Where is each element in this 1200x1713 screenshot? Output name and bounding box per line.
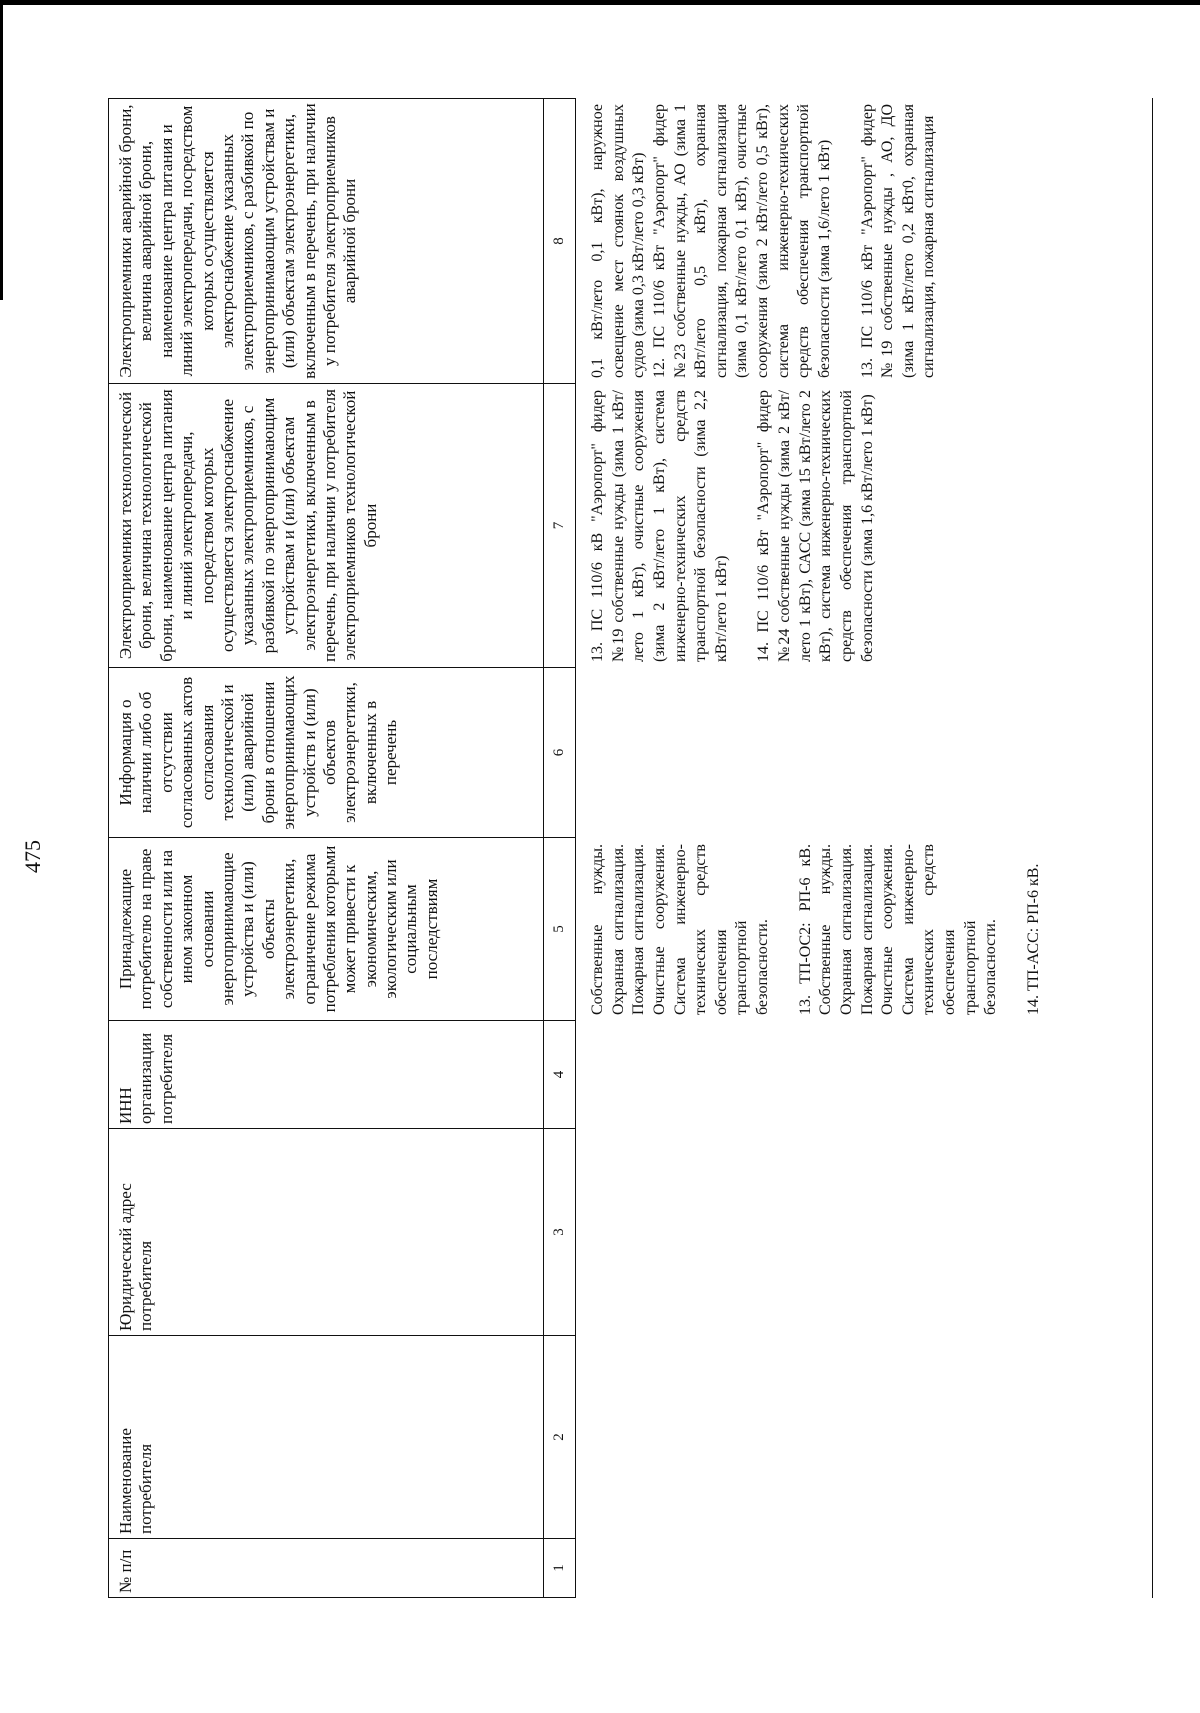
col5-text-2: 13. ТП-ОС2: РП-6 кВ. Собственные нужды. Охранная сигнализация. Пожарная сигнализация. Очистные сооружения. Система инженерно-технических средств обеспечения транспортной безопасности.: [796, 844, 1000, 1015]
header-cell-1: № п/п: [108, 1539, 544, 1598]
column-number-8: 8: [544, 98, 576, 384]
body-cell-8: [586, 98, 1047, 384]
column-number-6: 6: [544, 668, 576, 838]
empty-body-columns: [586, 1021, 1047, 1598]
header-cell-4: ИНН организации потребителя: [108, 1021, 544, 1129]
document-table: [108, 98, 1153, 1598]
table-body: [586, 98, 1047, 1598]
col8-text-3: 13. ПС 110/6 кВт "Аэропорт" фидер №19 собственные нужды , АО, ДО (зима 1 кВт/лето 0,2 кВт0, охранная сигнализация, пожарная сигнализация: [858, 104, 938, 378]
column-number-7: 7: [544, 384, 576, 668]
table-bottom-line: [1152, 98, 1153, 1598]
col5-text-1: Собственные нужды. Охранная сигнализация. Пожарная сигнализация. Очистные сооружения. Система инженерно-технических средств обеспечения транспортной безопасности.: [589, 844, 771, 1015]
header-cell-5: Принадлежащие потребителю на праве собственности или на ином законном основании энергопринимающие устройства и (или) объекты электроэнергетики, ограничение режима потребления которыми может привести к экономическим, экологическим или социальным последствиям: [108, 838, 544, 1021]
header-cell-8: Электроприемники аварийной брони, величина аварийной брони, наименование центра питания и линий электропередачи, посредством которых осуществляется электроснабжение указанных электроприемников, с разбивкой по энергопринимающим устройствам и (или) объектам электроэнергетики, включенным в перечень, при наличии у потребителя электроприемников аварийной брони: [108, 98, 544, 384]
column-number-3: 3: [544, 1129, 576, 1336]
col8-text-1: 0,1 кВт/лето 0,1 кВт), наружное освещение мест стоянок воздушных судов (зима 0,3 кВт/лето 0,3 кВт): [589, 104, 648, 378]
table-header-row: [108, 98, 544, 1598]
column-number-row: [544, 98, 576, 1598]
body-cell-5: [586, 838, 1047, 1021]
col7-text-1: 13. ПС 110/6 кВ "Аэропорт" фидер №19 собственные нужды (зима 1 кВт/лето 1 кВт), очистные сооружения (зима 2 кВт/лето 1 кВт), система инженерно-технических средств транспортной безопасности (зима 2,2 кВт/лето 1 кВт): [589, 390, 730, 662]
column-number-1: 1: [544, 1539, 576, 1598]
header-cell-7: Электроприемники технологической брони, величина технологической брони, наименование центра питания и линий электропередачи, посредством которых осуществляется электроснабжение указанных электроприемников, с разбивкой по энергопринимающим устройствам и (или) объектам электроэнергетики, включенным в перечень, при наличии у потребителя электроприемников технологической брони: [108, 384, 544, 668]
body-cell-7: [586, 384, 1047, 668]
column-number-2: 2: [544, 1336, 576, 1539]
col7-text-2: 14. ПС 110/6 кВт "Аэропорт" фидер №24 собственные нужды (зима 2 кВт/лето 1 кВт), САСС (зима 15 кВт/лето 2 кВт), система инженерно-технических средств обеспечения транспортной безопасности (зима 1,6 кВт/лето 1 кВт): [755, 390, 876, 662]
header-cell-2: Наименование потребителя: [108, 1336, 544, 1539]
column-number-5: 5: [544, 838, 576, 1021]
col5-text-3: 14. ТП-АСС: РП-6 кВ.: [1024, 863, 1042, 1015]
body-cell-6: [586, 668, 1047, 838]
header-cell-3: Юридический адрес потребителя: [108, 1129, 544, 1336]
column-number-4: 4: [544, 1021, 576, 1129]
col8-text-2: 12. ПС 110/6 кВт "Аэропорт" фидер №23 собственные нужды, АО (зима 1 кВт/лето 0,5 кВт), охранная сигнализация, пожарная сигнализация (зима 0,1 кВт/лето 0,1 кВт), очистные сооружения (зима 2 кВт/лето 0,5 кВт), система инженерно-технических средств обеспечения транспортной безопасности (зима 1,6/лето 1 кВт): [650, 104, 833, 378]
page-number: 475: [20, 840, 45, 873]
header-cell-6: Информация о наличии либо об отсутствии согласованных актов согласования технологической и (или) аварийной брони в отношении энергопринимающих устройств и (или) объектов электроэнергетики, включенных в перечень: [108, 668, 544, 838]
